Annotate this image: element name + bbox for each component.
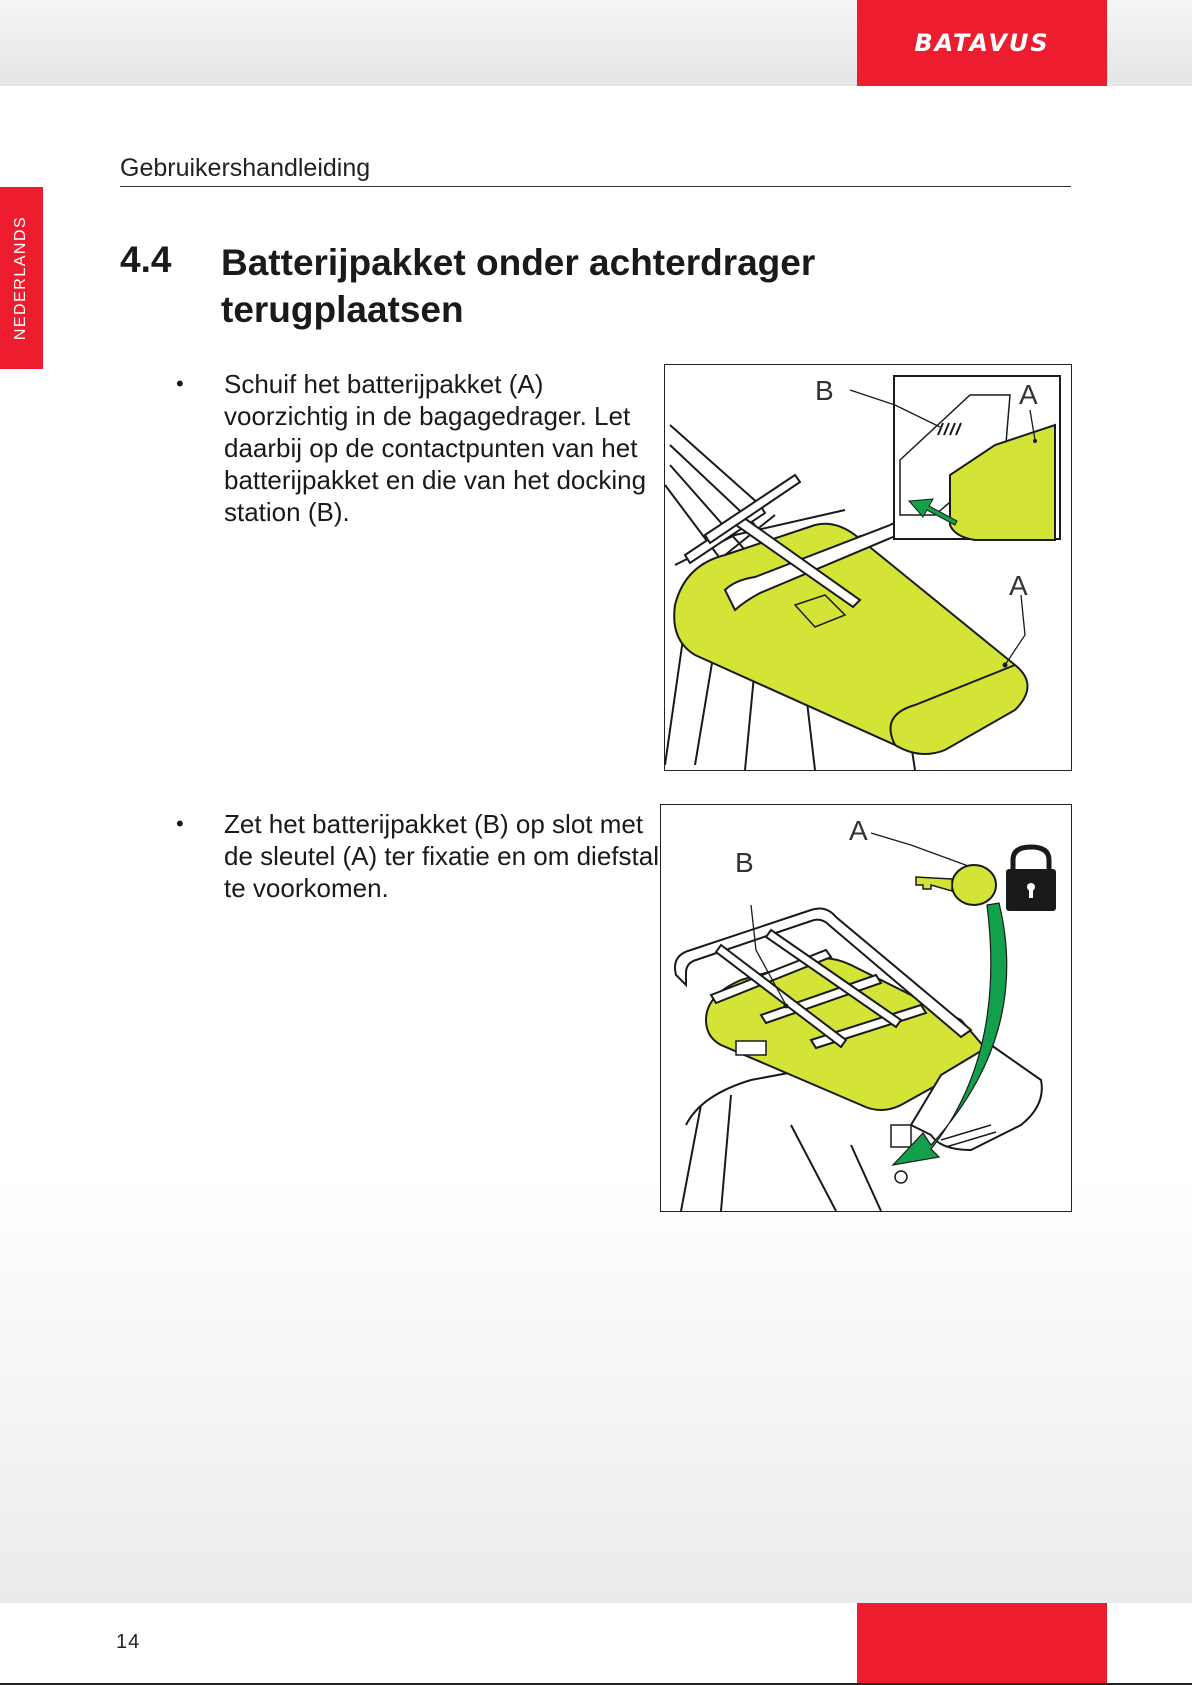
figure-battery-lock <box>660 804 1072 1212</box>
page-number: 14 <box>116 1631 141 1653</box>
bullet-icon: • <box>176 811 184 836</box>
header-divider <box>120 186 1071 187</box>
key-icon <box>916 865 996 905</box>
step-1-text: Schuif het batterijpakket (A) voorzichtig in de bagagedrager. Let daarbij op de contactpunten van het batterijpakket en die van het docking station (B). <box>224 369 647 527</box>
batavus-logo: BATAVUS <box>914 29 1050 57</box>
language-tab <box>0 187 43 369</box>
top-header-bar <box>0 0 1192 86</box>
section-title: Batterijpakket onder achterdrager terugplaatsen <box>221 242 816 330</box>
padlock-icon <box>1006 847 1056 911</box>
manual-header-label: Gebruikershandleiding <box>120 154 371 182</box>
section-number: 4.4 <box>120 239 172 280</box>
figure-battery-insertion <box>664 364 1072 771</box>
battery-pack-illustration <box>674 524 1027 754</box>
footer-red-block <box>857 1603 1107 1685</box>
language-label: NEDERLANDS <box>12 215 30 341</box>
bullet-icon: • <box>176 371 184 396</box>
brand-logo-box <box>857 0 1107 86</box>
figure-label-a: A <box>849 815 868 846</box>
figure-label-a-inset: A <box>1019 379 1038 410</box>
step-2-text: Zet het batterijpakket (B) op slot met de sleutel (A) ter fixatie en om diefstal te voorkomen. <box>224 809 659 903</box>
figure-label-b: B <box>815 375 834 406</box>
figure-label-a: A <box>1009 570 1028 601</box>
battery-lock-illustration <box>661 805 1071 1211</box>
battery-rack-illustration <box>665 365 1071 770</box>
figure-label-b: B <box>735 847 754 878</box>
